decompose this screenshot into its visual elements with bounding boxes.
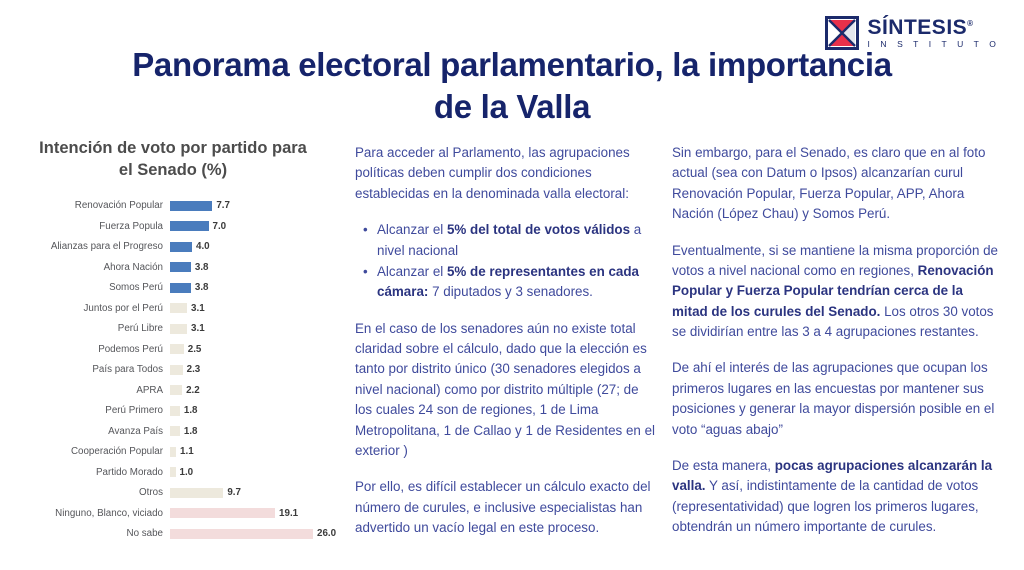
bar-category-label: Perú Libre	[117, 323, 163, 335]
bar-row	[8, 442, 338, 463]
bar-row	[8, 462, 338, 483]
bar-value-label: 3.1	[191, 302, 205, 314]
body-paragraph: De ahí el interés de las agrupaciones que ocupan los primeros lugares en las encuestas por mantener sus posiciones y generar la mayor dispersión posible en el voto “aguas abajo”	[672, 360, 995, 437]
bar-value-label: 1.1	[180, 446, 194, 458]
bar-fill	[170, 242, 192, 252]
bar-category-label: Fuerza Popula	[99, 220, 163, 232]
bar-category-label: Somos Perú	[109, 282, 163, 294]
bar-fill	[170, 303, 187, 313]
bar-row	[8, 196, 338, 217]
logo-subtitle: I N S T I T U T O	[867, 39, 1000, 50]
bar-row	[8, 380, 338, 401]
bar-row	[8, 524, 338, 545]
bar-row	[8, 483, 338, 504]
bar-row	[8, 360, 338, 381]
bar-category-label: Perú Primero	[105, 405, 163, 417]
registered-mark: ®	[967, 19, 974, 29]
bar-row	[8, 421, 338, 442]
bar-row	[8, 278, 338, 299]
bar-value-label: 2.5	[187, 343, 202, 355]
bar-value-label: 3.8	[194, 261, 209, 273]
text-column-middle	[355, 143, 655, 538]
bar-track	[170, 426, 338, 437]
body-paragraph: Por ello, es difícil establecer un cálculo exacto del número de curules, e inclusive especialistas han advertido un vacío legal en este proceso.	[355, 479, 651, 535]
bar-track	[170, 508, 338, 519]
bar-fill	[170, 365, 183, 375]
bar-category-label: País para Todos	[92, 364, 163, 376]
bar-value-label: 1.8	[183, 405, 198, 417]
bar-fill	[170, 529, 313, 539]
bar-category-label: Otros	[139, 487, 163, 499]
bar-row	[8, 257, 338, 278]
bar-track	[170, 221, 338, 232]
bar-fill	[170, 406, 180, 416]
bar-fill	[170, 324, 187, 334]
bar-category-label: Partido Morado	[96, 466, 163, 478]
list-item: • Alcanzar el 5% de representantes en cada cámara: 7 diputados y 3 senadores.	[377, 262, 655, 303]
bar-track	[170, 344, 338, 355]
page-title: Panorama electoral parlamentario, la importancia de la Valla	[132, 46, 892, 126]
body-paragraph: Sin embargo, para el Senado, es claro que en al foto actual (sea con Datum o Ipsos) alcanzarían curul Renovación Popular, Fuerza Popular, APP, Ahora Nación (López Chau) y Somos Perú.	[672, 145, 986, 222]
logo-name: SÍNTESIS®	[867, 16, 974, 40]
bar-row	[8, 319, 338, 340]
bar-value-label: 1.0	[179, 466, 194, 478]
bar-value-label: 7.7	[216, 200, 230, 212]
bar-category-label: Renovación Popular	[74, 200, 163, 212]
bar-track	[170, 262, 338, 273]
bar-row	[8, 339, 338, 360]
bar-category-label: Ahora Nación	[103, 261, 163, 273]
bar-fill	[170, 426, 180, 436]
senate-vote-chart	[8, 138, 338, 544]
body-paragraph: Para acceder al Parlamento, las agrupaciones políticas deben cumplir dos condiciones establecidas en la denominada valla electoral:	[355, 145, 630, 201]
bar-fill	[170, 262, 191, 272]
bar-value-label: 19.1	[279, 507, 299, 519]
bar-track	[170, 467, 338, 478]
body-paragraph: En el caso de los senadores aún no existe total claridad sobre el cálculo, dado que la elección es tanto por distrito único (30 senadores elegidos a nivel nacional) como por distrito múltiple (27; de los cuales 24 son de regiones, 1 de Lima Metropolitana, 1 de Callao y 1 de Residentes en el exterior )	[355, 320, 655, 458]
requirements-list	[355, 220, 655, 303]
bar-track	[170, 200, 338, 211]
bar-track	[170, 241, 338, 252]
bar-fill	[170, 467, 176, 477]
bar-value-label: 26.0	[317, 528, 337, 540]
bar-row	[8, 216, 338, 237]
bar-list	[8, 196, 338, 545]
bar-track	[170, 405, 338, 416]
bar-track	[170, 446, 338, 457]
bar-track	[170, 303, 338, 314]
body-paragraph: De esta manera, pocas agrupaciones alcanzarán la valla. Y así, indistintamente de la cantidad de votos (representatividad) que logren los primeros lugares, obtendrán un número importante de curules.	[672, 457, 993, 534]
bar-fill	[170, 344, 184, 354]
bar-value-label: 7.0	[212, 220, 227, 232]
body-paragraph: Eventualmente, si se mantiene la misma proporción de votos a nivel nacional como en regiones, Renovación Popular y Fuerza Popular tendrían cerca de la mitad de los curules del Senado. Los otros 30 votos se dividirían entre las 3 a 4 agrupaciones restantes.	[672, 242, 999, 339]
bar-track	[170, 385, 338, 396]
bar-value-label: 9.7	[227, 487, 241, 499]
bar-fill	[170, 221, 209, 231]
bar-row	[8, 237, 338, 258]
bar-category-label: No sabe	[126, 528, 163, 540]
bar-track	[170, 487, 338, 498]
bar-track	[170, 528, 338, 539]
bar-value-label: 1.8	[183, 425, 198, 437]
bar-category-label: Podemos Perú	[98, 343, 163, 355]
bar-fill	[170, 508, 275, 518]
bar-fill	[170, 385, 182, 395]
bar-track	[170, 282, 338, 293]
list-item: • Alcanzar el 5% del total de votos válidos a nivel nacional	[377, 220, 655, 261]
text-column-right	[672, 143, 1002, 537]
chart-title: Intención de voto por partido para el Senado (%)	[39, 139, 307, 179]
bar-track	[170, 323, 338, 334]
bar-fill	[170, 447, 176, 457]
bar-value-label: 3.8	[194, 282, 209, 294]
bar-row	[8, 503, 338, 524]
bar-row	[8, 401, 338, 422]
bar-track	[170, 364, 338, 375]
bar-category-label: Cooperación Popular	[70, 446, 163, 458]
bar-value-label: 2.3	[186, 364, 201, 376]
bar-category-label: Ninguno, Blanco, viciado	[55, 507, 163, 519]
bar-value-label: 3.1	[191, 323, 205, 335]
bar-fill	[170, 488, 223, 498]
bar-value-label: 4.0	[196, 241, 210, 253]
bar-value-label: 2.2	[186, 384, 200, 396]
bar-category-label: APRA	[136, 384, 163, 396]
bar-fill	[170, 201, 212, 211]
bar-row	[8, 298, 338, 319]
bar-fill	[170, 283, 191, 293]
bar-category-label: Juntos por el Perú	[83, 302, 163, 314]
bar-category-label: Alianzas para el Progreso	[50, 241, 163, 253]
bar-category-label: Avanza País	[108, 425, 163, 437]
